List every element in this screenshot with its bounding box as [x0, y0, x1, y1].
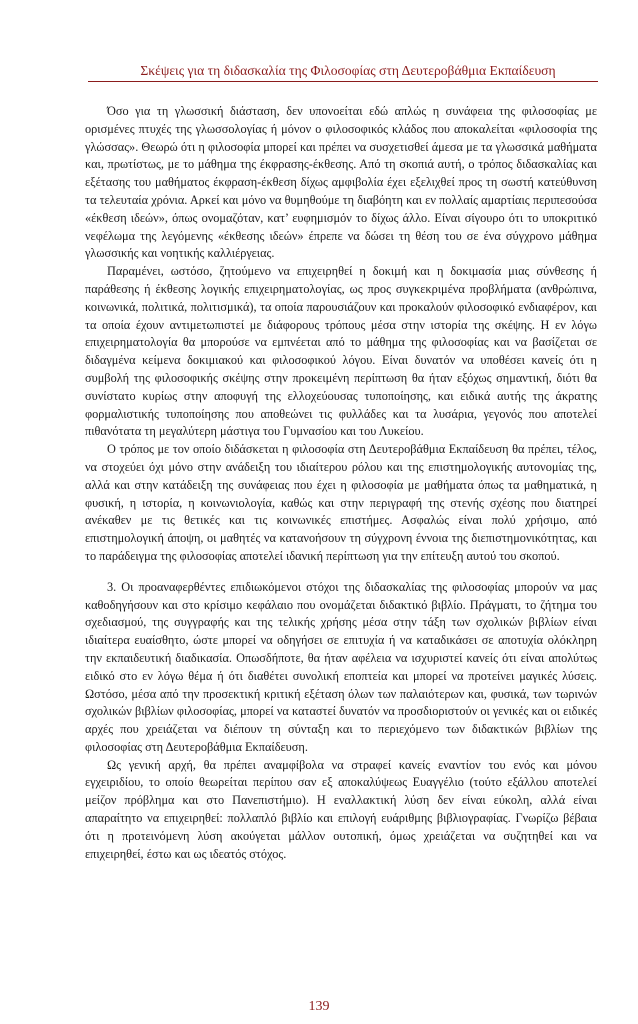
page-number: 139	[308, 999, 330, 1014]
paragraph: 3. Οι προαναφερθέντες επιδιωκόμενοι στόχοι της διδασκαλίας της φιλοσοφίας μπορούν να μας καθοδηγήσουν και στο κρίσιμο κεφάλαιο που ονομάζεται διδακτικό βιβλίο. Πράγματι, το ζήτημα του σχεδιασμού, της συγγραφής και της τελικής χρήσης μέσα στην τάξη των σχολικών βιβλίων είναι ιδιαίτερα ευαίσθητο, ώστε μπορεί να οδηγήσει σε επιτυχία ή να καταδικάσει σε αποτυχία ολόκληρη την εκπαιδευτική διαδικασία. Οπωσδήποτε, θα ήταν αφέλεια να ισχυριστεί κανείς ότι είναι απολύτως ειδικό στο εν λόγω θέμα ή ότι διαθέτει συνολική εποπτεία και μπορεί να προτείνει μαγικές λύσεις. Ωστόσο, μέσα από την προσεκτική κριτική εξέταση όλων των παλαιότερων και, φυσικά, των τωρινών σχολικών βιβλίων φιλοσοφίας, μπορεί να καταστεί δυνατόν να προσδιοριστούν οι γενικές και οι ειδικές αρχές που χρειάζεται να διέπουν τη σύνταξη και το περιεχόμενο των διδακτικών βιβλίων της φιλοσοφίας στη Δευτεροβάθμια Εκπαίδευση.	[85, 579, 597, 754]
paragraph: Όσο για τη γλωσσική διάσταση, δεν υπονοείται εδώ απλώς η συνάφεια της φιλοσοφίας με ορισμένες πτυχές της γλωσσολογίας ή μόνον ο φιλοσοφικός κλάδος που αποκαλείται «φιλοσοφία της γλώσσας». Θεωρώ ότι η φιλοσοφία μπορεί και πρέπει να συσχετισθεί άμεσα με τα γλωσσικά μαθήματα και, πρωτίστως, με το μάθημα της έκφρασης-έκθεσης. Από τη σκοπιά αυτή, ο τρόπος διδασκαλίας και εξέτασης του μαθήματος έκφραση-έκθεση δίχως αμφιβολία έχει εξελιχθεί προς τη σωστή κατεύθυνση τα τελευταία χρόνια. Αρκεί και μόνο να θυμηθούμε τη διαβόητη και εν πολλαίς αμαρτίαις περιπεσούσα «έκθεση ιδεών», όπως ονομαζόταν, κατ’ ευφημισμόν το δίχως άλλο. Είναι σίγουρο ότι το υποκριτικό νεφέλωμα της λεγόμενης «έκθεσης ιδεών» έπρεπε να δώσει τη θέση του σε ένα σύγχρονο μάθημα γλωσσικής και νοητικής καλλιέργειας.	[85, 104, 597, 261]
body-text	[85, 103, 597, 863]
paragraph: Ο τρόπος με τον οποίο διδάσκεται η φιλοσοφία στη Δευτεροβάθμια Εκπαίδευση θα πρέπει, τέλος, να στοχεύει όχι μόνο στην ανάδειξη του ιδιαίτερου ρόλου και της επιστημολογικής αυτονομίας της, αλλά και στην κατάδειξη της συνάφειας που έχει η φιλοσοφία με μαθήματα όπως τα μαθηματικά, η φυσική, η ιστορία, η κοινωνιολογία, καθώς και στην περιγραφή της στενής σχέσης που διατηρεί ανέκαθεν με τις θετικές και τις κοινωνικές επιστήμες. Ασφαλώς είναι πολύ χρήσιμο, από επιστημολογική άποψη, οι μαθητές να κατανοήσουν τη σύγχρονη έννοια της διεπιστημονικότητας, και το παράδειγμα της φιλοσοφίας αποτελεί ιδανική περίπτωση για την επίτευξη αυτού του σκοπού.	[85, 442, 597, 563]
header-underline	[88, 81, 598, 82]
paragraph: Ως γενική αρχή, θα πρέπει αναμφίβολα να στραφεί κανείς εναντίον του ενός και μόνου εγχειριδίου, το οποίο θεωρείται περίπου σαν εξ αποκαλύψεως Ευαγγέλιο (τούτο εξάλλου αποτελεί μείζον πρόβλημα και στο Πανεπιστήμιο). Η εναλλακτική λύση δεν είναι εύκολη, αλλά είναι απαραίτητο να επιχειρηθεί: πολλαπλό βιβλίο και επιλογή ευάριθμης βιβλιογραφίας. Γνωρίζω βέβαια ότι η προτεινόμενη λύση ακούγεται μάλλον ουτοπική, όμως χρειάζεται να συζητηθεί και να επιχειρηθεί, έστω και ως ιδεατός στόχος.	[85, 757, 597, 861]
paragraph: Παραμένει, ωστόσο, ζητούμενο να επιχειρηθεί η δοκιμή και η δοκιμασία μιας σύνθεσης ή παράθεσης ή έκθεσης λογικής επιχειρηματολογίας, ως προς συγκεκριμένα προβλήματα (ανθρώπινα, κοινωνικά, πολιτικά, πολιτισμικά), τα οποία παρουσιάζουν και προκαλούν φιλοσοφικό ενδιαφέρον, και τα οποία έχουν αντιμετωπιστεί με διάφορους τρόπους μέσα στην ιστορία της σκέψης. Η εν λόγω επιχειρηματολογία θα μπορούσε να εμπνέεται από το μάθημα της φιλοσοφίας και να βασίζεται σε διδαγμένα κείμενα δοκιμιακού και φιλοσοφικού λόγου. Είναι δυνατόν να υποθέσει κανείς ότι η συμβολή της φιλοσοφικής σκέψης στην προκειμένη περίπτωση θα ήταν εξόχως σημαντική, διότι θα συνίστατο κυρίως στην αποφυγή της ελλοχεύουσας τυποποίησης, και ειδικά αυτής της άκρατης φορμαλιστικής τυποποίησης που αποθεώνει τις φυλλάδες και τα λυσάρια, γεγονός που αποτελεί πιθανότατα τη μεγαλύτερη μάστιγα του Γυμνασίου και του Λυκείου.	[85, 264, 597, 439]
running-header-title: Σκέψεις για τη διδασκαλία της Φιλοσοφίας στη Δευτεροβάθμια Εκπαίδευση	[140, 63, 556, 78]
